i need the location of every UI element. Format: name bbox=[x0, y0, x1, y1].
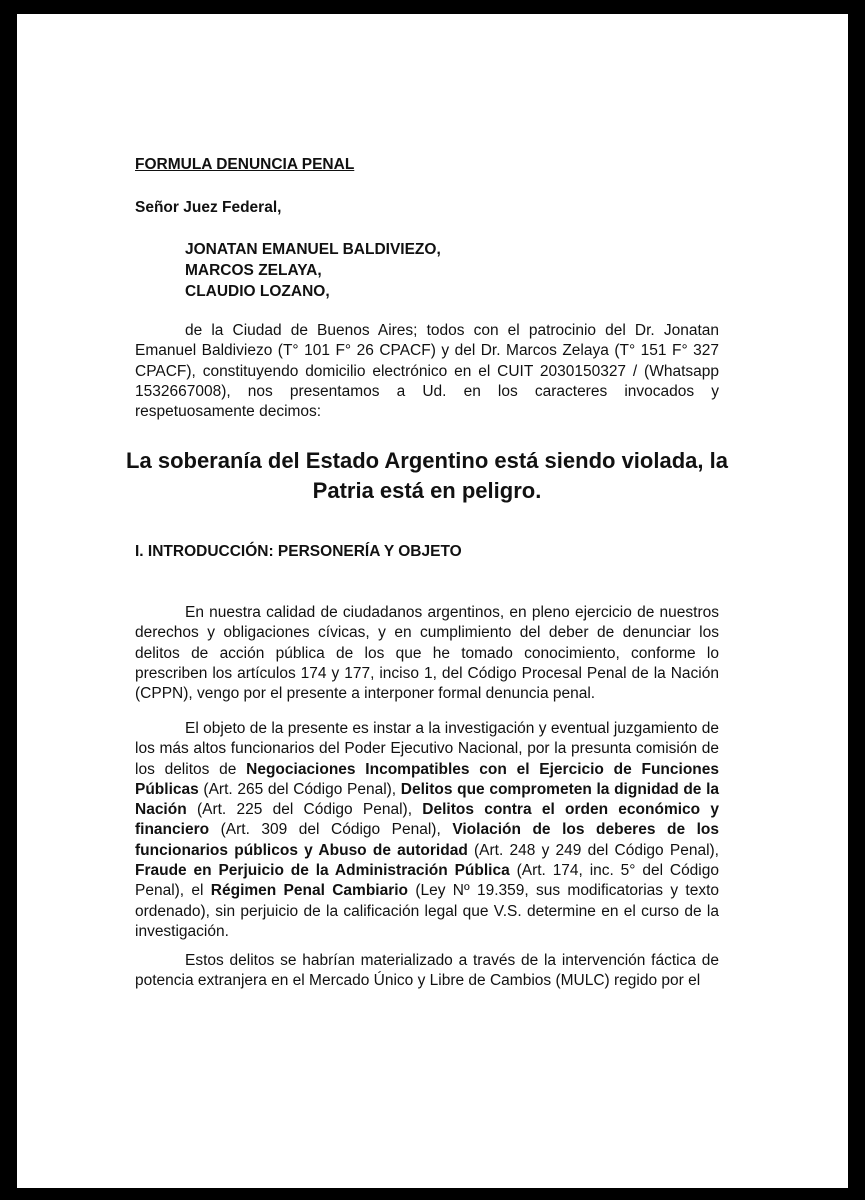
paragraph-intro-text: En nuestra calidad de ciudadanos argentinos, en pleno ejercicio de nuestros derechos y obligaciones cívicas, y en cumplimiento del deber de denunciar los delitos de acción pública de los que he tomado conocimiento, conforme lo prescriben los artículos 174 y 177, inciso 1, del Código Procesal Penal de la Nación (CPPN), vengo por el presente a interponer formal denuncia penal. bbox=[135, 604, 719, 703]
object-text: (Art. 248 y 249 del Código Penal), bbox=[467, 841, 719, 859]
offense-name: Fraude en Perjuicio de la Administración Pública bbox=[135, 862, 510, 880]
complainant-name: MARCOS ZELAYA, bbox=[185, 262, 322, 279]
complainant-name: CLAUDIO LOZANO, bbox=[185, 283, 330, 300]
offense-name: Régimen Penal Cambiario bbox=[210, 882, 409, 900]
object-text: (Art. 265 del Código Penal), bbox=[198, 780, 401, 798]
paragraph-intro bbox=[135, 603, 719, 704]
paragraph-context bbox=[135, 951, 719, 992]
headline: La soberanía del Estado Argentino está siendo violada, la Patria está en peligro. bbox=[126, 448, 728, 503]
object-text: (Ley Nº 19.359, sus modificatorias y texto ordenado), sin perjuicio de la calificación legal que V.S. determine en el curso de la investigación. bbox=[135, 882, 719, 940]
offense-name: Delitos contra el orden económico y financiero bbox=[135, 801, 719, 839]
lead-paragraph-text: de la Ciudad de Buenos Aires; todos con el patrocinio del Dr. Jonatan Emanuel Baldiviezo (T° 101 F° 26 CPACF) y del Dr. Marcos Zelaya (T° 151 F° 327 CPACF), constituyendo domicilio electrónico en el CUIT 2030150327 / (Whatsapp 1532667008), nos presentamos a Ud. en los caracteres invocados y respetuosamente decimos: bbox=[135, 322, 719, 421]
object-text: El objeto de la presente es instar a la investigación y eventual juzgamiento de los más altos funcionarios del Poder Ejecutivo Nacional, por la presunta comisión de los delitos de bbox=[135, 720, 719, 778]
offense-name: Negociaciones Incompatibles con el Ejercicio de Funciones Públicas bbox=[135, 760, 720, 798]
document-page bbox=[17, 14, 848, 1188]
document-title: FORMULA DENUNCIA PENAL bbox=[135, 156, 355, 173]
complainant-name: JONATAN EMANUEL BALDIVIEZO, bbox=[185, 241, 441, 258]
offense-name: Violación de los deberes de los funcionarios públicos y Abuso de autoridad bbox=[135, 821, 719, 859]
paragraph-context-text: Estos delitos se habrían materializado a través de la intervención fáctica de potencia extranjera en el Mercado Único y Libre de Cambios (MULC) regido por el bbox=[135, 952, 719, 990]
salutation: Señor Juez Federal, bbox=[135, 199, 282, 216]
object-text: (Art. 174, inc. 5° del Código Penal), el bbox=[135, 862, 719, 900]
section-title: I. INTRODUCCIÓN: PERSONERÍA Y OBJETO bbox=[135, 543, 462, 560]
object-text: (Art. 309 del Código Penal), bbox=[209, 821, 453, 839]
offense-name: Delitos que comprometen la dignidad de la Nación bbox=[135, 780, 719, 819]
paragraph-object bbox=[135, 719, 719, 942]
complainants-list bbox=[185, 239, 441, 302]
lead-paragraph bbox=[135, 321, 719, 422]
object-text: (Art. 225 del Código Penal), bbox=[186, 801, 423, 819]
